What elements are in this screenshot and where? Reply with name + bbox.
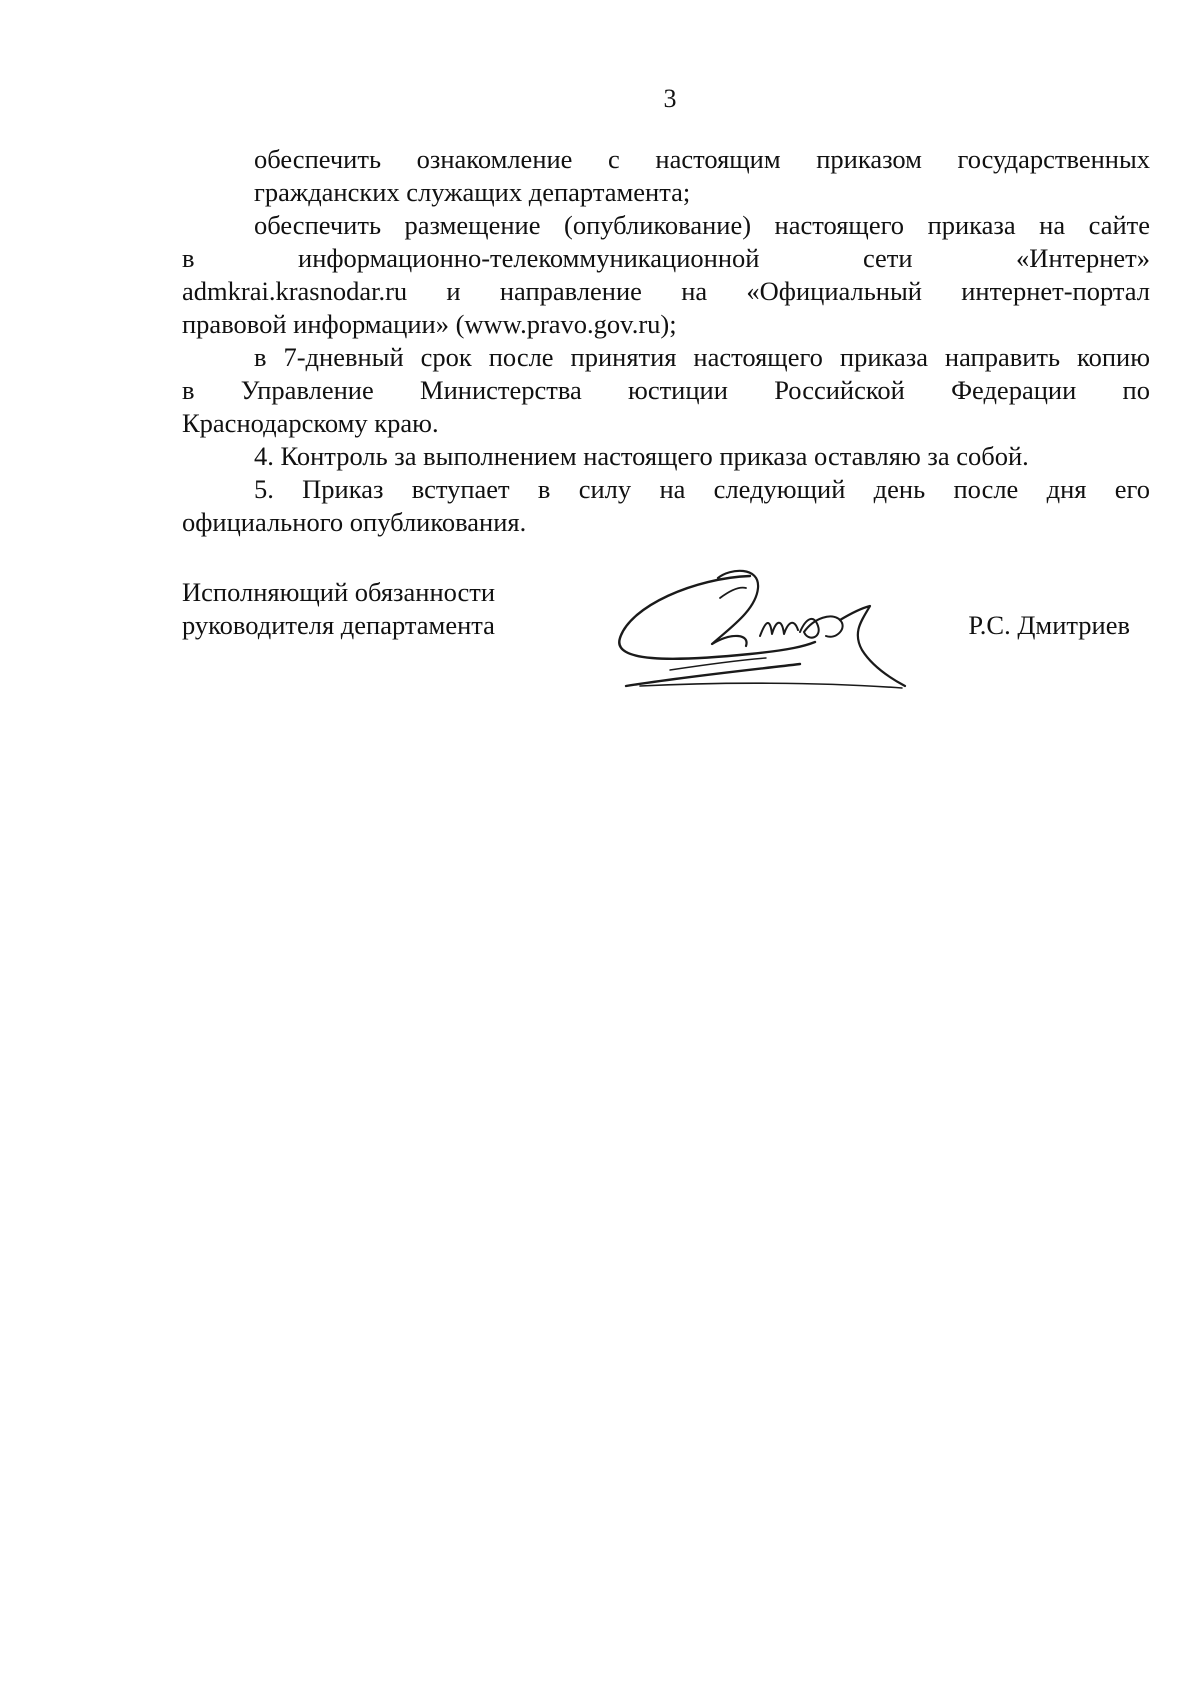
text-line: в информационно-телекоммуникационной сети «Интернет» [182,243,1150,273]
text-line: обеспечить размещение (опубликование) настоящего приказа на сайте [254,210,1150,240]
paragraph-ministry-copy [182,341,1150,440]
text-line: в 7-дневный срок после принятия настоящего приказа направить копию [254,342,1150,372]
signatory-position-line: Исполняющий обязанности [182,577,496,607]
text-line: правовой информации» (www.pravo.gov.ru); [182,309,677,339]
text-line: в Управление Министерства юстиции Российской Федерации по [182,375,1150,405]
text-line: 5. Приказ вступает в силу на следующий день после дня его [254,474,1150,504]
handwritten-signature-icon [600,558,920,698]
text-line: официального опубликования. [182,507,527,537]
paragraph-familiarization [182,143,1150,209]
paragraph-item-4-control [182,440,1150,473]
signatory-position [182,576,542,642]
signatory-position-line: руководителя департамента [182,610,495,640]
paragraph-item-5-effective [182,473,1150,539]
document-body [182,143,1150,539]
page-number: 3 [663,84,677,113]
text-line: Краснодарскому краю. [182,408,439,438]
text-line: admkrai.krasnodar.ru и направление на «Официальный интернет-портал [182,276,1150,306]
text-line: обеспечить ознакомление с настоящим приказом государственных [254,144,1150,174]
text-line: 4. Контроль за выполнением настоящего приказа оставляю за собой. [254,441,1029,471]
text-line: гражданских служащих департамента; [254,177,691,207]
paragraph-publication [182,209,1150,341]
signatory-name: Р.С. Дмитриев [968,610,1130,640]
signature-block [182,576,1150,696]
